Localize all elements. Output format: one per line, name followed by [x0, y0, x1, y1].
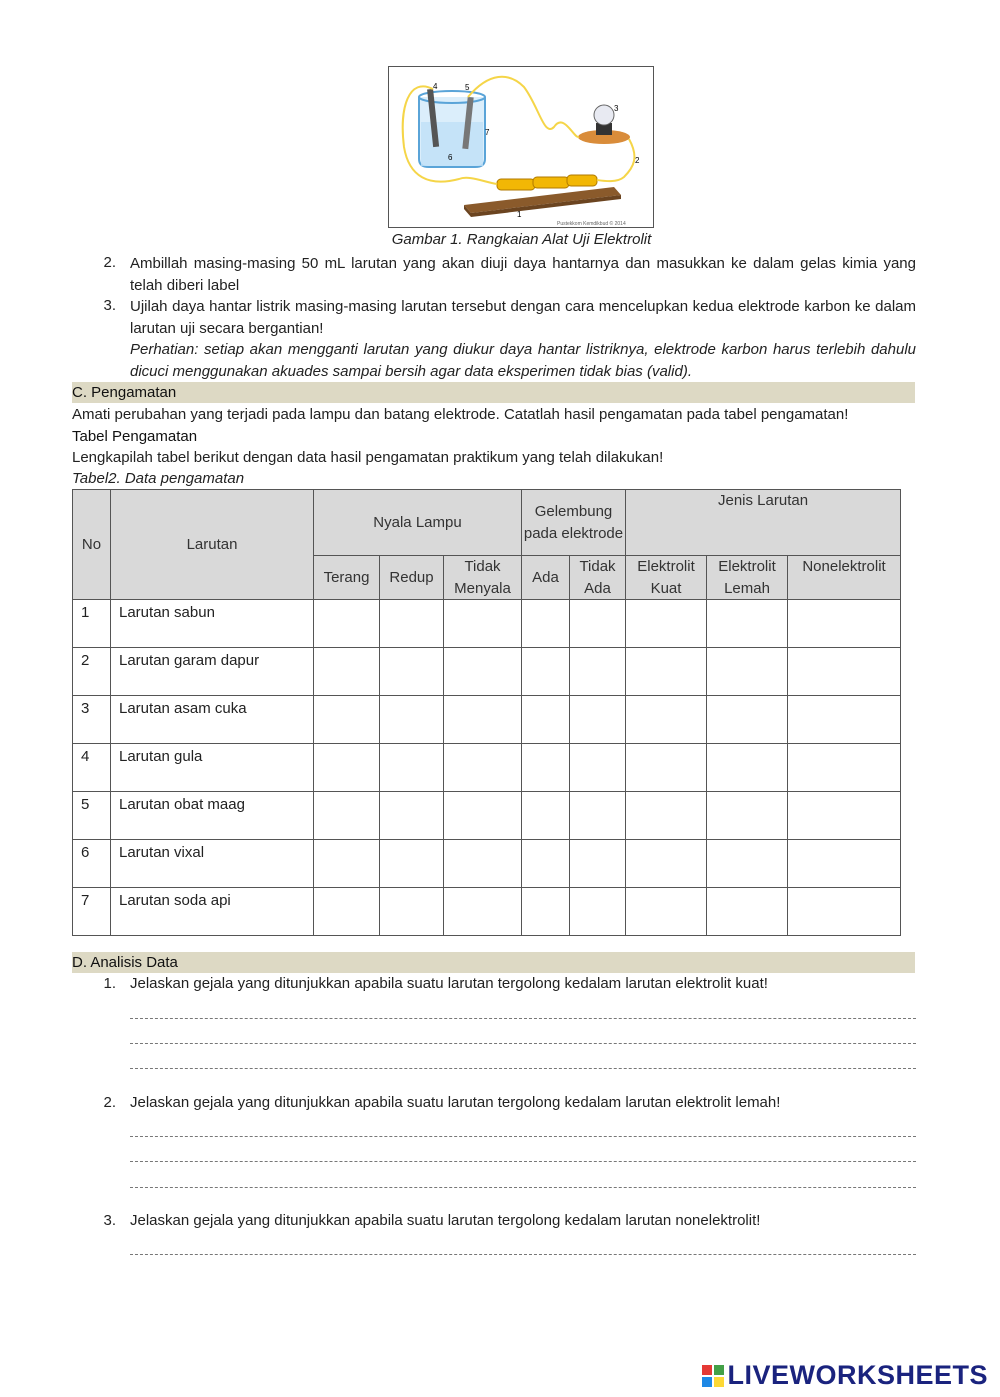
- row-number: 2: [73, 648, 111, 696]
- answer-line[interactable]: [130, 1136, 916, 1137]
- row-larutan: Larutan garam dapur: [111, 648, 314, 696]
- row-larutan: Larutan soda api: [111, 888, 314, 936]
- label-6: 6: [448, 153, 453, 162]
- observation-table: [72, 489, 901, 936]
- lamp-bulb: [594, 105, 614, 125]
- section-c-heading: C. Pengamatan: [72, 382, 915, 403]
- observation-cell[interactable]: [788, 888, 901, 936]
- header-gelembung: Gelembung pada elektrode: [522, 490, 626, 556]
- observation-cell[interactable]: [314, 648, 380, 696]
- electrolyte-apparatus-figure: [388, 66, 654, 228]
- header-nonelektrolit: Nonelektrolit: [788, 556, 901, 600]
- step-number: 3.: [103, 297, 116, 314]
- section-c-instruction: Amati perubahan yang terjadi pada lampu dan batang elektrode. Catatlah hasil pengamatan pada tabel pengamatan!: [72, 406, 849, 423]
- observation-cell[interactable]: [788, 696, 901, 744]
- row-larutan: Larutan asam cuka: [111, 696, 314, 744]
- question-text: Jelaskan gejala yang ditunjukkan apabila suatu larutan tergolong kedalam larutan elektrolit lemah!: [130, 1094, 781, 1111]
- observation-cell[interactable]: [788, 744, 901, 792]
- observation-cell[interactable]: [707, 648, 788, 696]
- table-row: [73, 696, 901, 744]
- logo-text: LIVEWORKSHEETS: [727, 1360, 988, 1390]
- observation-cell[interactable]: [522, 744, 570, 792]
- wire-3: [597, 139, 634, 181]
- table-heading: Tabel Pengamatan: [72, 428, 198, 445]
- question-text: Jelaskan gejala yang ditunjukkan apabila suatu larutan tergolong kedalam larutan nonelektrolit!: [130, 1212, 761, 1229]
- figure-watermark: Pustekkom Kemdikbud © 2014: [557, 221, 626, 227]
- liveworksheets-logo[interactable]: [702, 1360, 988, 1391]
- question-number: 3.: [103, 1212, 116, 1229]
- observation-cell[interactable]: [380, 744, 444, 792]
- observation-cell[interactable]: [444, 888, 522, 936]
- row-number: 4: [73, 744, 111, 792]
- observation-cell[interactable]: [626, 648, 707, 696]
- table-row: [73, 648, 901, 696]
- header-ada: Ada: [522, 556, 570, 600]
- observation-cell[interactable]: [570, 648, 626, 696]
- row-number: 1: [73, 600, 111, 648]
- observation-cell[interactable]: [444, 744, 522, 792]
- observation-cell[interactable]: [380, 696, 444, 744]
- header-terang: Terang: [314, 556, 380, 600]
- observation-cell[interactable]: [788, 792, 901, 840]
- header-nyala-lampu: Nyala Lampu: [314, 490, 522, 556]
- observation-cell[interactable]: [707, 840, 788, 888]
- question-number: 2.: [103, 1094, 116, 1111]
- observation-cell[interactable]: [570, 888, 626, 936]
- row-larutan: Larutan sabun: [111, 600, 314, 648]
- row-number: 6: [73, 840, 111, 888]
- header-elektrolit-kuat: Elektrolit Kuat: [626, 556, 707, 600]
- observation-cell[interactable]: [570, 696, 626, 744]
- observation-cell[interactable]: [380, 792, 444, 840]
- battery-2: [533, 177, 569, 188]
- observation-cell[interactable]: [707, 696, 788, 744]
- observation-cell[interactable]: [788, 600, 901, 648]
- observation-cell[interactable]: [380, 888, 444, 936]
- observation-cell[interactable]: [444, 792, 522, 840]
- header-larutan: Larutan: [111, 490, 314, 600]
- table-instruction: Lengkapilah tabel berikut dengan data hasil pengamatan praktikum yang telah dilakukan!: [72, 449, 664, 466]
- observation-cell[interactable]: [314, 696, 380, 744]
- observation-cell[interactable]: [314, 840, 380, 888]
- header-jenis-larutan: Jenis Larutan: [626, 490, 901, 556]
- observation-cell[interactable]: [626, 840, 707, 888]
- label-3: 3: [614, 104, 619, 113]
- header-redup: Redup: [380, 556, 444, 600]
- answer-line[interactable]: [130, 1254, 916, 1255]
- table-row: [73, 744, 901, 792]
- header-elektrolit-lemah: Elektrolit Lemah: [707, 556, 788, 600]
- section-d-heading: D. Analisis Data: [72, 952, 915, 973]
- observation-cell[interactable]: [444, 648, 522, 696]
- observation-cell[interactable]: [314, 792, 380, 840]
- observation-cell[interactable]: [788, 840, 901, 888]
- row-number: 5: [73, 792, 111, 840]
- observation-cell[interactable]: [444, 600, 522, 648]
- answer-line[interactable]: [130, 1068, 916, 1069]
- observation-cell[interactable]: [444, 696, 522, 744]
- answer-line[interactable]: [130, 1161, 916, 1162]
- observation-cell[interactable]: [570, 840, 626, 888]
- row-larutan: Larutan vixal: [111, 840, 314, 888]
- row-larutan: Larutan gula: [111, 744, 314, 792]
- observation-cell[interactable]: [522, 696, 570, 744]
- battery-3: [567, 175, 597, 186]
- observation-cell[interactable]: [626, 600, 707, 648]
- observation-cell[interactable]: [570, 600, 626, 648]
- table-row: [73, 888, 901, 936]
- header-tidak-menyala: Tidak Menyala: [444, 556, 522, 600]
- table-caption: Tabel2. Data pengamatan: [72, 470, 245, 487]
- header-no: No: [73, 490, 111, 600]
- observation-cell[interactable]: [380, 648, 444, 696]
- liveworksheets-icon: [702, 1365, 724, 1387]
- row-larutan: Larutan obat maag: [111, 792, 314, 840]
- observation-cell[interactable]: [380, 840, 444, 888]
- figure-caption: Gambar 1. Rangkaian Alat Uji Elektrolit: [391, 231, 652, 248]
- observation-cell[interactable]: [788, 648, 901, 696]
- label-2: 2: [635, 156, 640, 165]
- observation-cell[interactable]: [380, 600, 444, 648]
- observation-cell[interactable]: [570, 792, 626, 840]
- question-number: 1.: [103, 975, 116, 992]
- answer-line[interactable]: [130, 1043, 916, 1044]
- label-1: 1: [517, 210, 522, 219]
- observation-cell[interactable]: [314, 744, 380, 792]
- answer-line[interactable]: [130, 1187, 916, 1188]
- label-7: 7: [485, 128, 490, 137]
- observation-cell[interactable]: [707, 744, 788, 792]
- row-number: 3: [73, 696, 111, 744]
- observation-cell[interactable]: [522, 888, 570, 936]
- observation-cell[interactable]: [707, 792, 788, 840]
- label-4: 4: [433, 82, 438, 91]
- observation-cell[interactable]: [314, 888, 380, 936]
- observation-cell[interactable]: [314, 600, 380, 648]
- observation-cell[interactable]: [570, 744, 626, 792]
- step-number: 2.: [103, 254, 116, 271]
- battery-1: [497, 179, 535, 190]
- observation-cell[interactable]: [707, 600, 788, 648]
- label-5: 5: [465, 83, 470, 92]
- table-row: [73, 792, 901, 840]
- observation-cell[interactable]: [707, 888, 788, 936]
- observation-cell[interactable]: [522, 600, 570, 648]
- header-tidak-ada: Tidak Ada: [570, 556, 626, 600]
- observation-cell[interactable]: [444, 840, 522, 888]
- caution-note: Perhatian: setiap akan mengganti larutan yang diukur daya hantar listriknya, elektrode karbon harus terlebih dahulu dicuci menggunakan akuades sampai bersih agar data eksperimen tidak bias (valid).: [130, 341, 916, 380]
- question-text: Jelaskan gejala yang ditunjukkan apabila suatu larutan tergolong kedalam larutan elektrolit kuat!: [130, 975, 768, 992]
- observation-cell[interactable]: [522, 840, 570, 888]
- observation-cell[interactable]: [626, 744, 707, 792]
- answer-line[interactable]: [130, 1018, 916, 1019]
- observation-cell[interactable]: [626, 888, 707, 936]
- step-text: Ambillah masing-masing 50 mL larutan yang akan diuji daya hantarnya dan masukkan ke dalam gelas kimia yang telah diberi label: [130, 255, 916, 294]
- table-row: [73, 840, 901, 888]
- apparatus-illustration: [389, 67, 653, 227]
- step-text: Ujilah daya hantar listrik masing-masing larutan tersebut dengan cara mencelupkan kedua elektrode karbon ke dalam larutan uji secara bergantian!: [130, 298, 916, 337]
- table-row: [73, 600, 901, 648]
- observation-cell[interactable]: [522, 792, 570, 840]
- observation-cell[interactable]: [626, 792, 707, 840]
- observation-cell[interactable]: [522, 648, 570, 696]
- observation-cell[interactable]: [626, 696, 707, 744]
- row-number: 7: [73, 888, 111, 936]
